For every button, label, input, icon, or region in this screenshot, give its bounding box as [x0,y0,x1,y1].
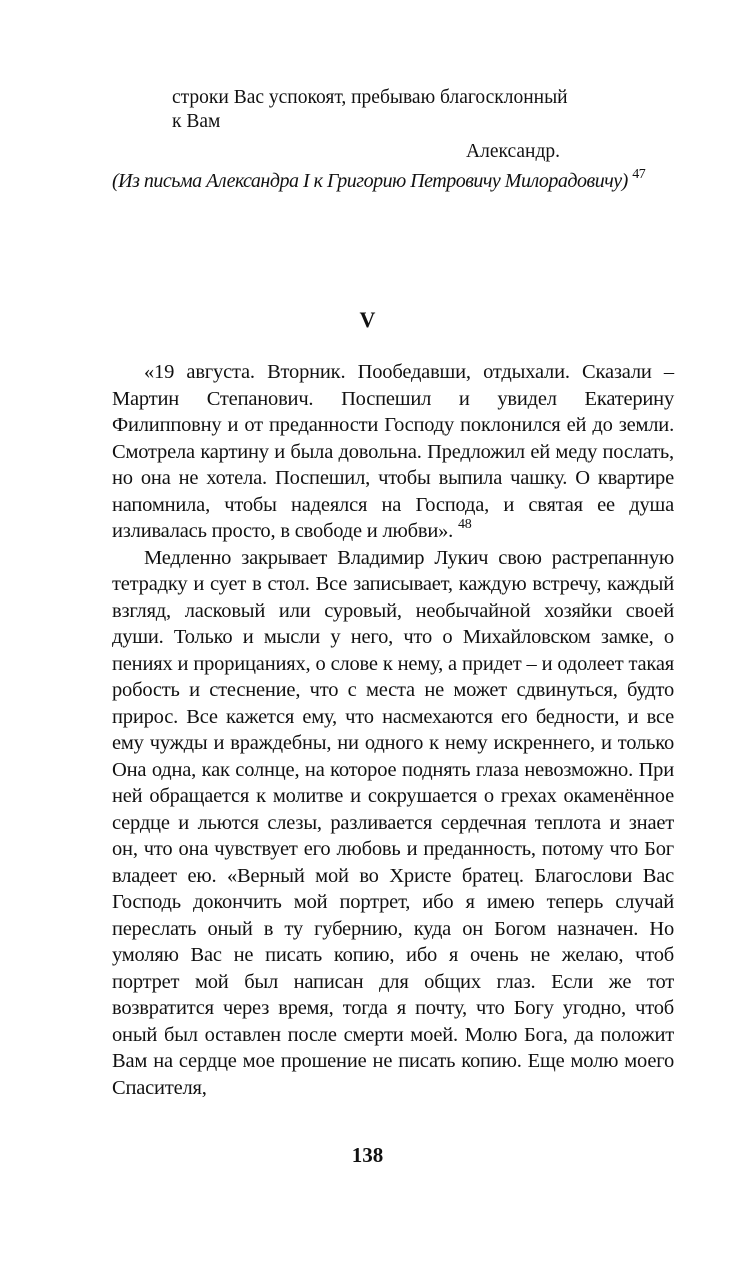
paragraph [112,359,674,545]
letter-source-attribution [112,167,646,193]
body-text [112,359,674,1101]
footnote-marker: 48 [458,517,472,532]
paragraph-text: Медленно закрывает Владимир Лукич свою растрепанную тетрадку и сует в стол. Все записывает, каждую встречу, каждый взгляд, ласковый или суровый, необычайной хозяйки своей души. Только и мысли у него, что о Михайловском замке, о пениях и прорицаниях, о слове к нему, а придет – и одолеет такая робость и стеснение, что с места не может сдвинуться, будто прирос. Все кажется ему, что насмехаются его бедности, и все ему чужды и враждебны, ни одного к нему искреннего, и только Она одна, как солнце, на которое поднять глаза невозможно. При ней обращается к молитве и сокрушается о грехах окаменённое сердце и льются слезы, разливается сердечная теплота и знает он, что она чувствует его любовь и преданность, потому что Бог владеет ею. «Верный мой во Христе братец. Благослови Вас Господь докончить мой портрет, ибо я имею теперь случай переслать оный в ту губернию, куда он Богом назначен. Но умоляю Вас не писать копию, ибо я очень не желаю, чтоб портрет мой был написан для общих глаз. Если же тот возвратится через время, тогда я почту, что Богу угодно, чтоб оный был оставлен после смерти моей. Молю Бога, да положит Вам на сердце мое прошение не писать копию. Еще молю моего Спасителя, [112,546,674,1099]
page-number: 138 [351,1143,384,1167]
letter-closing [172,86,632,134]
source-text: (Из письма Александра I к Григорию Петровичу Милорадовичу) [112,170,628,192]
letter-closing-line: к Вам [172,111,221,132]
letter-closing-line: строки Вас успокоят, пребываю благосклонный [172,87,568,108]
paragraph-text: «19 августа. Вторник. Пообедавши, отдыхали. Сказали – Мартин Степанович. Поспешил и увидел Екатерину Филипповну и от преданности Господу поклонился ей до земли. Смотрела картину и была довольна. Предложил ей меду послать, но она не хотела. Поспешил, чтобы выпила чашку. О квартире напомнила, чтобы надеялся на Господа, и святая ее душа изливалась просто, в свободе и любви». [112,361,674,542]
footnote-marker: 47 [632,167,646,182]
paragraph [112,545,674,1102]
chapter-number: V [359,307,376,332]
letter-signature: Александр. [466,141,560,162]
